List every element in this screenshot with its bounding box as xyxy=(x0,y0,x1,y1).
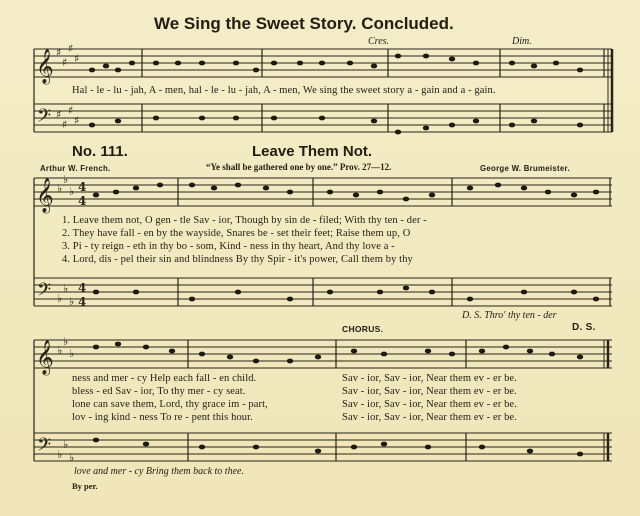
svg-text:𝄢: 𝄢 xyxy=(37,435,52,460)
dynamic-cres: Cres. xyxy=(368,36,390,47)
svg-text:𝄞: 𝄞 xyxy=(36,178,54,213)
svg-text:♯: ♯ xyxy=(74,114,80,127)
svg-text:♯: ♯ xyxy=(68,104,74,117)
svg-text:♭: ♭ xyxy=(69,295,75,308)
verse-2-cont: bless - ed Sav - ior, To thy mer - cy seat. xyxy=(72,386,246,397)
staff-system2-treble xyxy=(34,178,612,206)
svg-text:4: 4 xyxy=(78,194,87,208)
system1-lyric: Hal - le - lu - jah, A - men, hal - le - lu - jah, A - men, We sing the sweet story a - gain and a - gain. xyxy=(72,85,496,96)
chorus-line-2: Sav - ior, Sav - ior, Near them ev - er be. xyxy=(342,386,517,397)
verse-4-cont: lov - ing kind - ness To re - pent this hour. xyxy=(72,412,253,423)
svg-text:4: 4 xyxy=(78,295,87,309)
ds-lyric: D. S. Thro' thy ten - der xyxy=(462,310,557,321)
hymn-title: Leave Them Not. xyxy=(252,143,373,160)
verse-4: 4. Lord, dis - pel their sin and blindness By thy Spir - it's power, Call them by thy xyxy=(62,254,413,265)
chorus-line-3: Sav - ior, Sav - ior, Near them ev - er be. xyxy=(342,399,517,410)
svg-text:𝄞: 𝄞 xyxy=(36,340,54,375)
ds-label: D. S. xyxy=(572,322,596,333)
svg-text:♯: ♯ xyxy=(74,52,80,65)
svg-text:♯: ♯ xyxy=(56,46,62,59)
svg-text:𝄞: 𝄞 xyxy=(36,49,54,84)
by-permission: By per. xyxy=(72,481,98,491)
verse-1: 1. Leave them not, O gen - tle Sav - ior, Though by sin de - filed; With thy ten - der - xyxy=(62,215,427,226)
bottom-lyric: love and mer - cy Bring them back to thee. xyxy=(74,466,244,477)
svg-text:𝄢: 𝄢 xyxy=(37,280,52,305)
svg-text:♭: ♭ xyxy=(57,448,63,461)
svg-text:♭: ♭ xyxy=(69,347,75,360)
svg-text:♯: ♯ xyxy=(68,42,74,55)
svg-text:♭: ♭ xyxy=(63,335,69,348)
svg-text:♭: ♭ xyxy=(63,282,69,295)
svg-text:♯: ♯ xyxy=(56,108,62,121)
svg-text:♯: ♯ xyxy=(62,56,68,69)
svg-text:♭: ♭ xyxy=(57,182,63,195)
svg-text:𝄢: 𝄢 xyxy=(37,106,52,131)
chorus-label: CHORUS. xyxy=(342,324,384,334)
svg-text:♭: ♭ xyxy=(57,344,63,357)
svg-text:♯: ♯ xyxy=(62,118,68,131)
svg-text:♭: ♭ xyxy=(69,451,75,464)
svg-text:4: 4 xyxy=(78,281,87,295)
svg-text:♭: ♭ xyxy=(63,173,69,186)
svg-text:♭: ♭ xyxy=(57,292,63,305)
hymn-epigraph: “Ye shall be gathered one by one.” Prov. 27—12. xyxy=(206,162,392,172)
hymn-number: No. 111. xyxy=(72,143,128,160)
verse-1-cont: ness and mer - cy Help each fall - en child. xyxy=(72,373,257,384)
page-title: We Sing the Sweet Story. Concluded. xyxy=(154,14,454,33)
svg-text:♭: ♭ xyxy=(69,185,75,198)
hymn-author: Arthur W. French. xyxy=(40,164,111,173)
hymn-composer: George W. Brumeister. xyxy=(480,164,570,173)
svg-text:4: 4 xyxy=(78,180,87,194)
verse-2: 2. They have fall - en by the wayside, Snares be - set their feet; Raise them up, O xyxy=(62,228,411,239)
svg-text:♭: ♭ xyxy=(63,438,69,451)
dynamic-dim: Dim. xyxy=(512,36,532,47)
staff-system3-bass xyxy=(34,433,612,461)
chorus-line-4: Sav - ior, Sav - ior, Near them ev - er be. xyxy=(342,412,517,423)
chorus-line-1: Sav - ior, Sav - ior, Near them ev - er be. xyxy=(342,373,517,384)
verse-3-cont: lone can save them, Lord, thy grace im - part, xyxy=(72,399,268,410)
verse-3: 3. Pi - ty reign - eth in thy bo - som, Kind - ness in thy heart, And thy love a - xyxy=(62,241,395,252)
